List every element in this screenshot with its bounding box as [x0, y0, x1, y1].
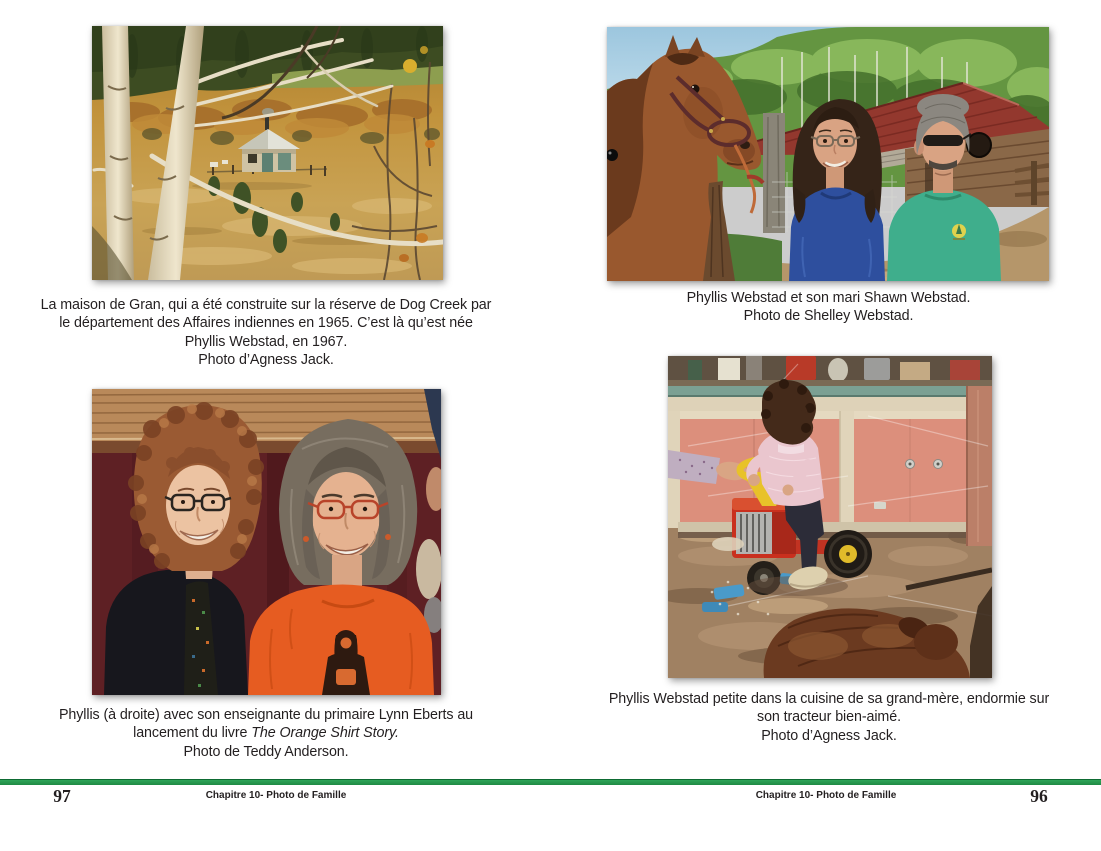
child-tractor-photo — [668, 356, 992, 678]
sunglasses — [923, 135, 963, 146]
gran-house-illustration — [92, 26, 443, 280]
door-frame-right — [966, 386, 992, 546]
caption-phyllis-teacher — [20, 706, 512, 761]
couple-horse-photo — [607, 27, 1049, 281]
gray-post — [763, 113, 785, 233]
gran-house-photo — [92, 26, 443, 280]
caption-couple — [590, 289, 1067, 326]
caption-line: lancement du livre The Orange Shirt Story. — [133, 725, 399, 742]
caption-line: Photo d’Agness Jack. — [761, 727, 897, 744]
caption-line: Photo d’Agness Jack. — [198, 352, 334, 369]
rear-wheel — [824, 530, 872, 578]
phyllis-teacher-illustration — [92, 389, 441, 695]
caption-line: le département des Affaires indiennes en 1965. C’est là qu’est née — [59, 315, 473, 332]
caption-line: Phyllis Webstad, en 1967. — [184, 333, 348, 350]
caption-line: Photo de Shelley Webstad. — [743, 308, 914, 325]
chapter-label-left: Chapitre 10- Photo de Famille — [205, 790, 347, 801]
caption-line: Photo de Teddy Anderson. — [183, 743, 349, 760]
phyllis-teacher-photo — [92, 389, 441, 695]
page-number-right: 96 — [1030, 786, 1048, 806]
caption-line: son tracteur bien-aimé. — [757, 709, 901, 726]
caption-gran-house — [20, 296, 512, 370]
caption-line: Phyllis (à droite) avec son enseignante du primaire Lynn Eberts au — [58, 707, 474, 723]
footer-rule — [0, 779, 1101, 785]
couple-horse-illustration — [607, 27, 1049, 281]
page-number-left: 97 — [53, 786, 71, 806]
counter-front — [668, 397, 992, 411]
child-tractor-illustration — [668, 356, 992, 678]
caption-line: La maison de Gran, qui a été construite sur la réserve de Dog Creek par — [40, 297, 492, 313]
teal-counter-edge — [668, 386, 966, 396]
caption-line: Phyllis Webstad et son mari Shawn Webstad. — [686, 290, 971, 306]
chapter-label-right: Chapitre 10- Photo de Famille — [755, 790, 897, 801]
caption-child-tractor — [586, 690, 1072, 745]
shelf-with-items — [668, 356, 992, 386]
phyllis-webstad — [789, 99, 885, 281]
caption-line: Phyllis Webstad petite dans la cuisine de sa grand-mère, endormie sur — [608, 691, 1050, 707]
